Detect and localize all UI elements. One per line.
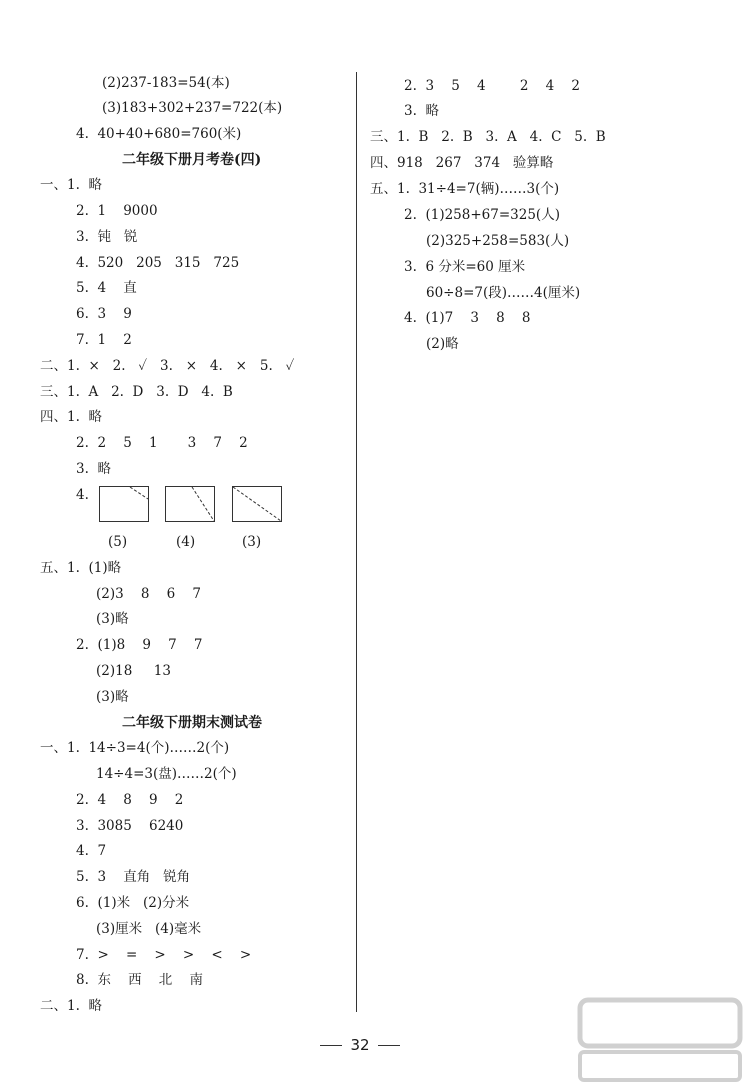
left-answer-line: 5. 3 直角 锐角 bbox=[76, 869, 191, 885]
right-answer-line: 2. 3 5 4 2 4 2 bbox=[404, 78, 580, 94]
right-answer-line: 五、1. 31÷4=7(辆)……3(个) bbox=[370, 181, 560, 197]
page-number bbox=[300, 1036, 420, 1054]
left-answer-line: 7. 1 2 bbox=[76, 332, 132, 348]
page-number-dash-right bbox=[378, 1045, 400, 1046]
left-answer-line: 二、1. 略 bbox=[40, 998, 102, 1014]
dashed-line-figure-1 bbox=[100, 487, 148, 521]
right-answer-line: 三、1. B 2. B 3. A 4. C 5. B bbox=[370, 129, 606, 145]
right-answer-line: 四、918 267 374 验算略 bbox=[370, 155, 554, 171]
left-answer-line: 6. (1)米 (2)分米 bbox=[76, 895, 190, 911]
left-answer-line: (3)183+302+237=722(本) bbox=[102, 100, 283, 116]
left-answer-line: (3) bbox=[242, 534, 262, 550]
left-answer-line: 7. > = > > < > bbox=[76, 947, 252, 963]
left-answer-line: (3)略 bbox=[96, 689, 129, 705]
page-number-value: 32 bbox=[350, 1036, 370, 1054]
left-answer-line: 2. (1)8 9 7 7 bbox=[76, 637, 203, 653]
left-answer-line: 14÷4=3(盘)……2(个) bbox=[96, 766, 237, 782]
page-number-dash-left bbox=[320, 1045, 342, 1046]
right-answer-line: 4. (1)7 3 8 8 bbox=[404, 310, 531, 326]
dashed-line-figure-3 bbox=[233, 487, 281, 521]
section-title: 二年级下册期末测试卷 bbox=[122, 715, 262, 731]
left-answer-line: 2. 1 9000 bbox=[76, 203, 158, 219]
left-answer-line: 四、1. 略 bbox=[40, 409, 102, 425]
left-answer-line: (4) bbox=[176, 534, 196, 550]
left-answer-line: (2)3 8 6 7 bbox=[96, 586, 201, 602]
left-answer-line: 一、1. 略 bbox=[40, 177, 102, 193]
right-answer-line: (2)略 bbox=[426, 336, 459, 352]
left-answer-line: 3. 3085 6240 bbox=[76, 818, 184, 834]
left-answer-line: 一、1. 14÷3=4(个)……2(个) bbox=[40, 740, 230, 756]
left-answer-line: 二、1. × 2. ✓ 3. × 4. × 5. ✓ bbox=[40, 358, 295, 374]
left-answer-line: (3)略 bbox=[96, 611, 129, 627]
right-answer-line: 3. 6 分米=60 厘米 bbox=[404, 259, 526, 275]
left-answer-line: (5) bbox=[108, 534, 128, 550]
left-answer-line: 3. 钝 锐 bbox=[76, 229, 138, 245]
figure-box-2 bbox=[165, 486, 215, 522]
right-answer-line: 2. (1)258+67=325(人) bbox=[404, 207, 560, 223]
dashed-line-figure-2 bbox=[166, 487, 214, 521]
left-answer-line: 4. 520 205 315 725 bbox=[76, 255, 240, 271]
left-answer-line: 2. 2 5 1 3 7 2 bbox=[76, 435, 248, 451]
left-answer-line: 2. 4 8 9 2 bbox=[76, 792, 184, 808]
left-answer-line: 五、1. (1)略 bbox=[40, 560, 122, 576]
right-answer-line: 3. 略 bbox=[404, 103, 439, 119]
left-answer-line: 5. 4 直 bbox=[76, 280, 137, 296]
watermark-logo bbox=[576, 996, 746, 1086]
left-answer-line: 6. 3 9 bbox=[76, 306, 132, 322]
left-answer-line: 3. 略 bbox=[76, 461, 111, 477]
left-answer-line: (3)厘米 (4)毫米 bbox=[96, 921, 202, 937]
left-answer-line: 4. 40+40+680=760(米) bbox=[76, 126, 242, 142]
left-answer-line: 4. 7 bbox=[76, 843, 107, 859]
right-answer-line: 60÷8=7(段)……4(厘米) bbox=[426, 285, 581, 301]
figure-box-3 bbox=[232, 486, 282, 522]
left-answer-line: 三、1. A 2. D 3. D 4. B bbox=[40, 384, 233, 400]
left-answer-line: 8. 东 西 北 南 bbox=[76, 972, 203, 988]
figure-box-1 bbox=[99, 486, 149, 522]
left-answer-line: (2)237-183=54(本) bbox=[102, 75, 230, 91]
right-answer-line: (2)325+258=583(人) bbox=[426, 233, 570, 249]
left-answer-line: (2)18 13 bbox=[96, 663, 171, 679]
left-answer-line: 4. bbox=[76, 487, 89, 503]
column-divider bbox=[356, 72, 357, 1012]
section-title: 二年级下册月考卷(四) bbox=[122, 152, 262, 168]
